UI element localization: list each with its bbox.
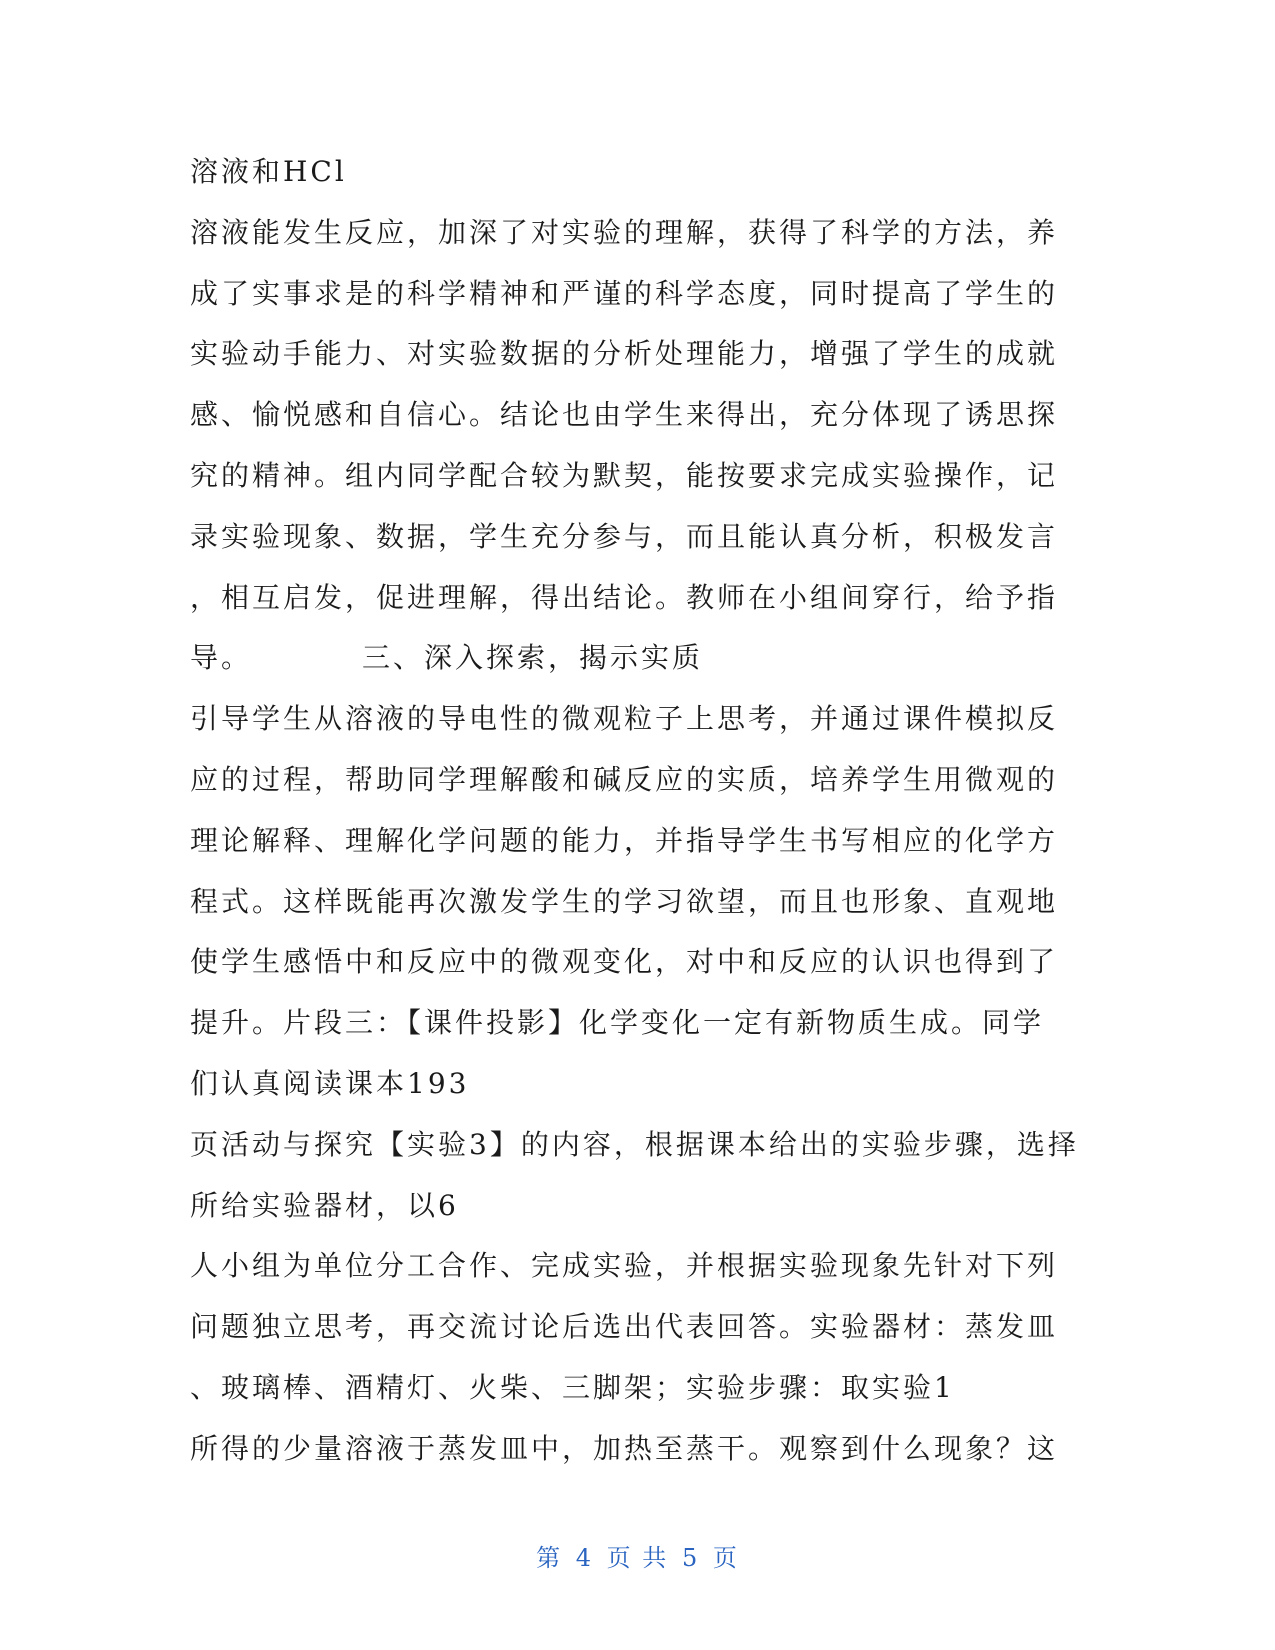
- text-line: 提升。片段三：【课件投影】化学变化一定有新物质生成。同学: [190, 1006, 1045, 1040]
- section-heading: 三、深入探索，揭示实质: [362, 641, 704, 675]
- text-line: 所给实验器材，以6: [190, 1188, 459, 1222]
- text-line: 们认真阅读课本193: [190, 1066, 470, 1100]
- footer-prefix: 第: [536, 1544, 563, 1572]
- text-line: 感、愉悦感和自信心。结论也由学生来得出，充分体现了诱思探: [190, 398, 1059, 432]
- text-line: 所得的少量溶液于蒸发皿中，加热至蒸干。观察到什么现象？这: [190, 1431, 1059, 1465]
- footer-total-pages: 5: [681, 1544, 700, 1572]
- text-line: 引导学生从溶液的导电性的微观粒子上思考，并通过课件模拟反: [190, 702, 1059, 736]
- text-line: 录实验现象、数据，学生充分参与，而且能认真分析，积极发言: [190, 519, 1059, 553]
- text-line: 程式。这样既能再次激发学生的学习欲望，而且也形象、直观地: [190, 884, 1059, 918]
- text-line: 实验动手能力、对实验数据的分析处理能力，增强了学生的成就: [190, 337, 1059, 371]
- text-line: 、玻璃棒、酒精灯、火柴、三脚架；实验步骤：取实验1: [190, 1370, 955, 1404]
- text-line: 溶液和HCl: [190, 155, 347, 188]
- text-line: 成了实事求是的科学精神和严谨的科学态度，同时提高了学生的: [190, 276, 1059, 310]
- text-line: 应的过程，帮助同学理解酸和碱反应的实质，培养学生用微观的: [190, 762, 1059, 796]
- text-line: 问题独立思考，再交流讨论后选出代表回答。实验器材：蒸发皿: [190, 1310, 1059, 1344]
- text-line-with-heading: [190, 628, 1090, 689]
- text-line: 溶液能发生反应，加深了对实验的理解，获得了科学的方法，养: [190, 215, 1059, 249]
- body-text: [190, 142, 1090, 1480]
- page-footer: [0, 1538, 1275, 1573]
- text-line: 页活动与探究【实验3】的内容，根据课本给出的实验步骤，选择: [190, 1127, 1079, 1161]
- text-fragment: 导。: [190, 641, 253, 675]
- text-line: 人小组为单位分工合作、完成实验，并根据实验现象先针对下列: [190, 1249, 1059, 1283]
- footer-middle: 页 共: [606, 1544, 669, 1572]
- footer-page-number: 4: [575, 1544, 594, 1572]
- text-line: ，相互启发，促进理解，得出结论。教师在小组间穿行，给予指: [190, 580, 1059, 614]
- text-line: 理论解释、理解化学问题的能力，并指导学生书写相应的化学方: [190, 823, 1059, 857]
- footer-suffix: 页: [712, 1544, 739, 1572]
- text-line: 使学生感悟中和反应中的微观变化，对中和反应的认识也得到了: [190, 945, 1059, 979]
- text-line: 究的精神。组内同学配合较为默契，能按要求完成实验操作，记: [190, 458, 1059, 492]
